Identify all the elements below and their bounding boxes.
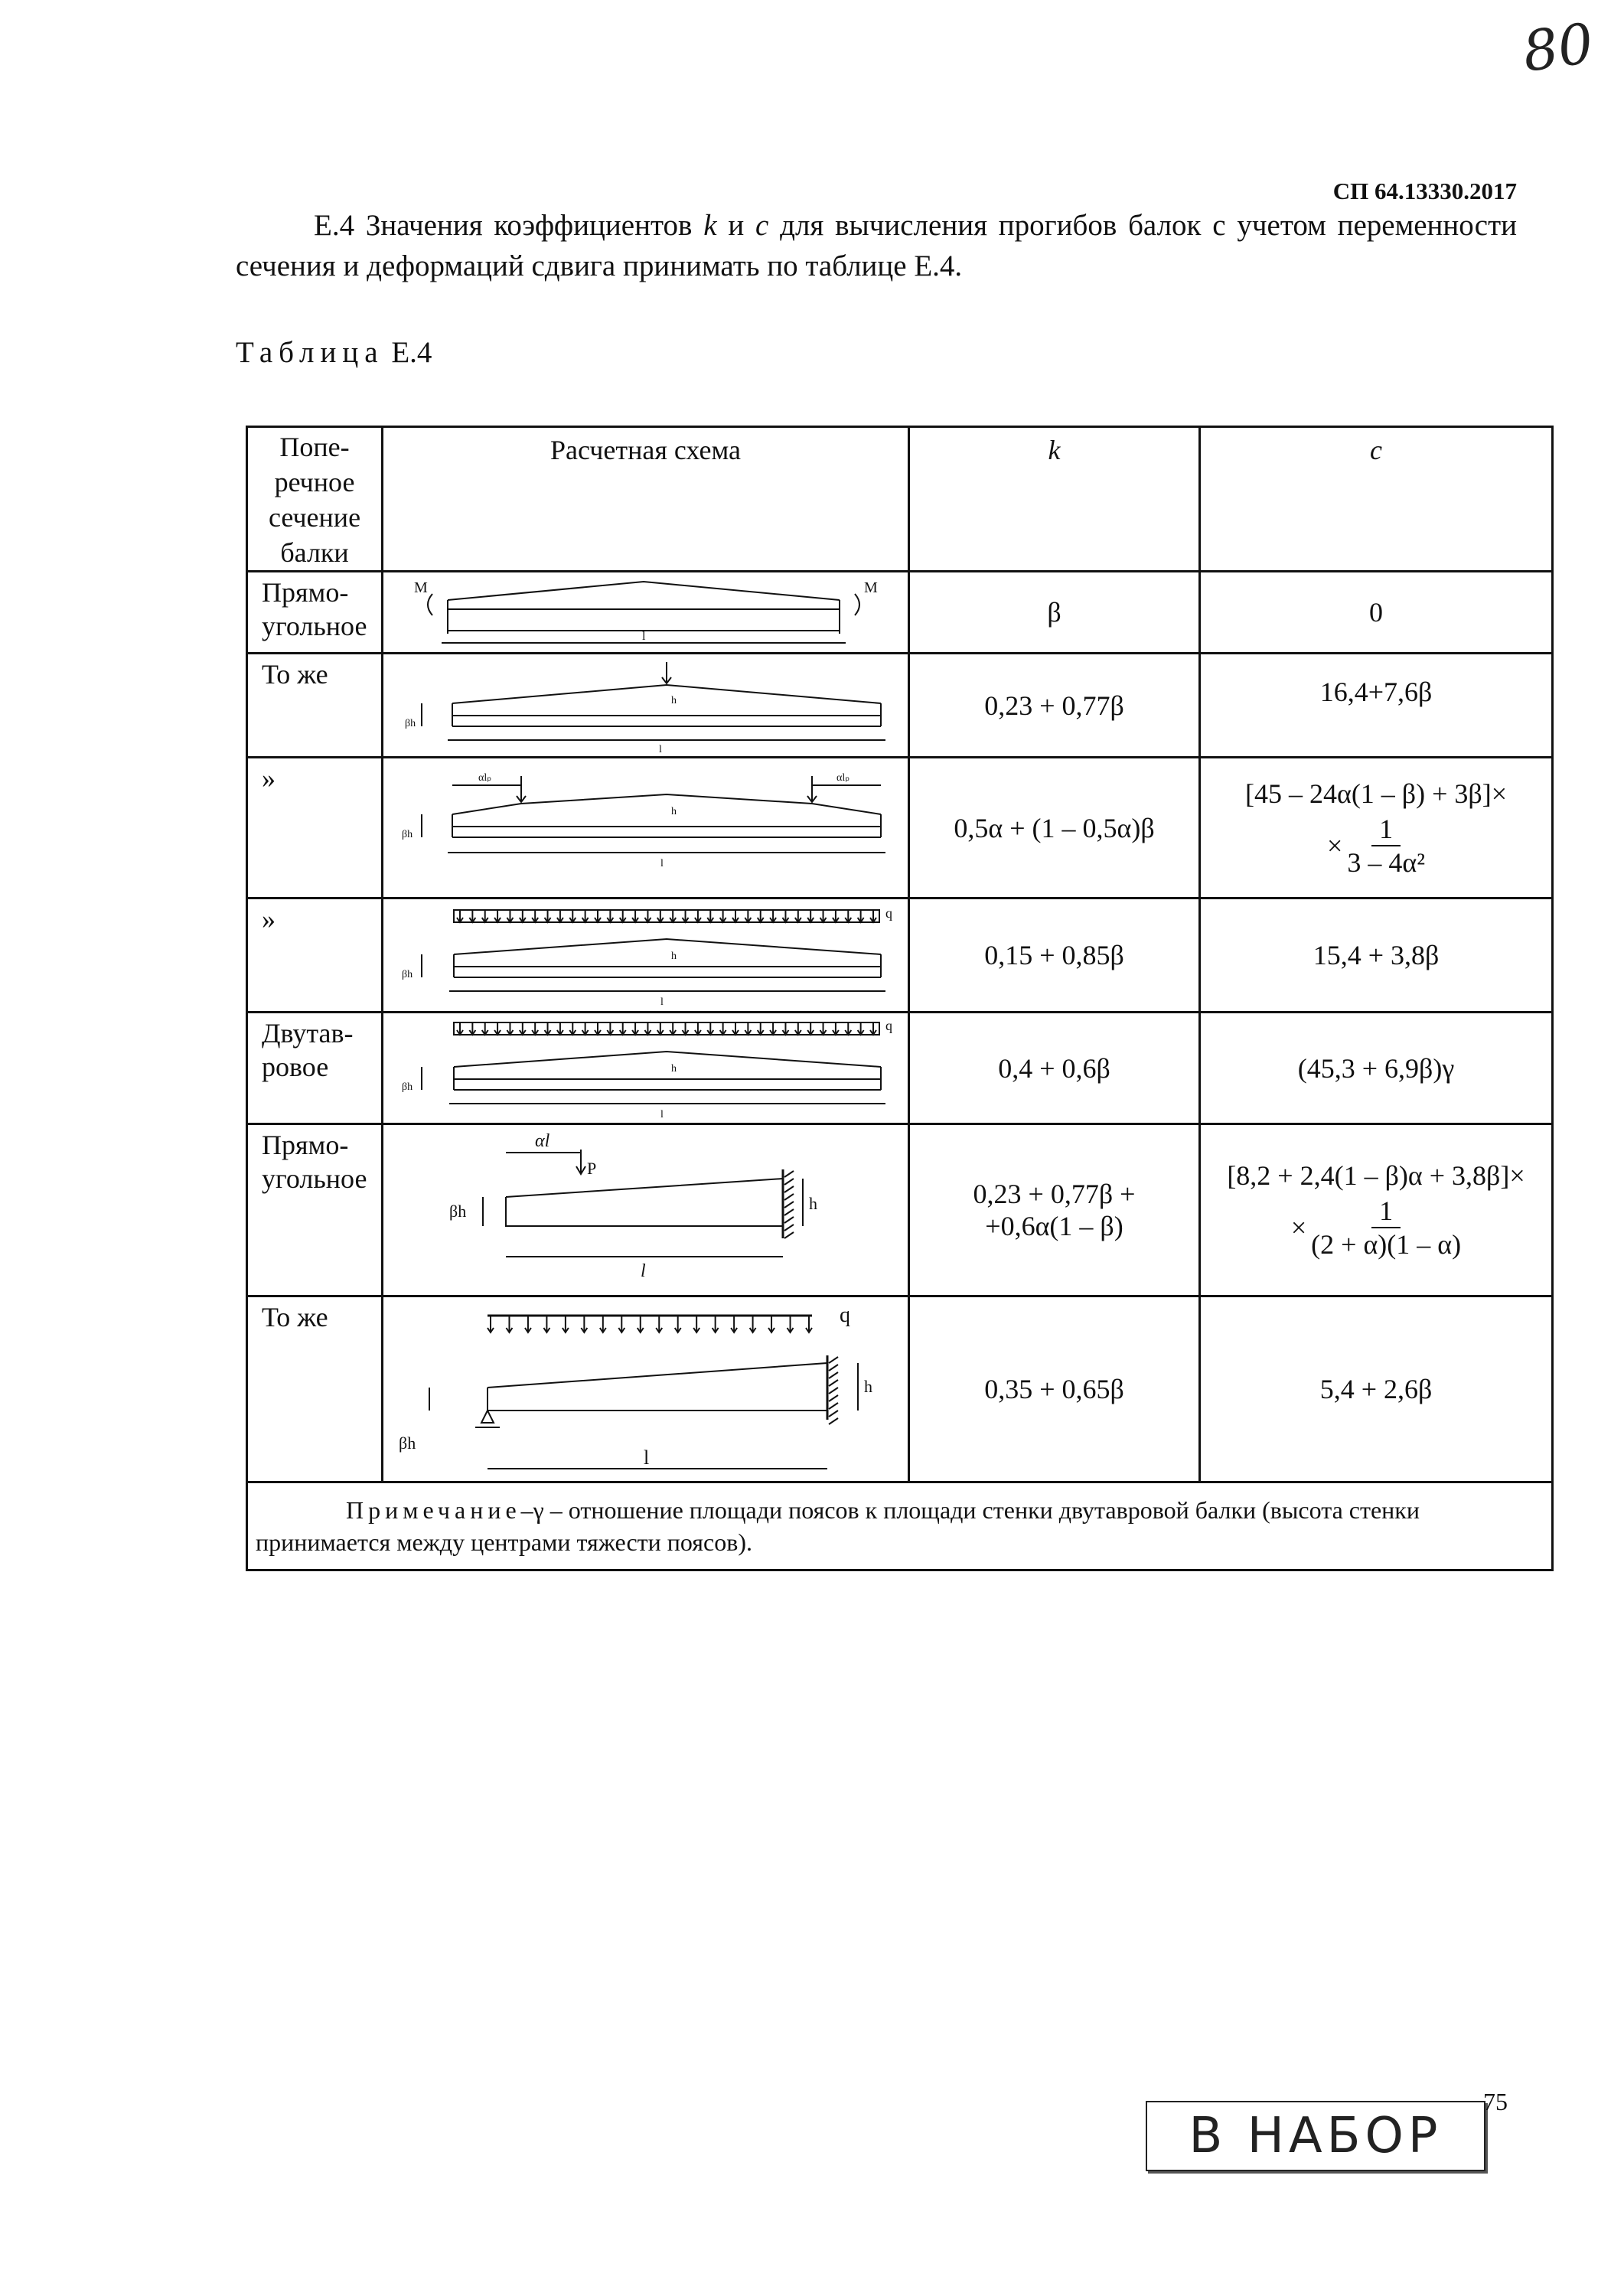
section-cell: Прямо-угольное [247,1124,383,1296]
hatch-line [784,1171,794,1177]
table-row [247,899,1553,1013]
hatch-line [829,1403,838,1409]
scheme-cell [383,1296,909,1482]
scheme-label-alp: αlₚ [478,771,492,784]
scheme-label-bh: βh [402,1081,413,1093]
scheme-cell [383,1124,909,1296]
scheme-label-l: l [660,996,664,1008]
hatch-line [829,1411,838,1417]
k-cell: 0,23 + 0,77β [909,654,1200,758]
c-cell [1200,1124,1553,1296]
wall-hatching [784,1171,794,1238]
scheme-label-al: αl [535,1131,550,1151]
scheme-cell [383,1013,909,1124]
fraction-denominator: (2 + α)(1 – α) [1311,1229,1462,1260]
hatch-line [829,1418,838,1424]
stamp: В НАБОР [1146,2101,1485,2171]
scheme-label-l: l [660,1108,664,1120]
scheme-cell [383,758,909,899]
c-cell: 15,4 + 3,8β [1200,899,1553,1013]
table-row [247,1013,1553,1124]
c-cell: 5,4 + 2,6β [1200,1296,1553,1482]
load-arrows [457,910,876,922]
table-header-row [247,427,1553,572]
k-cell: 0,4 + 0,6β [909,1013,1200,1124]
k-cell: 0,35 + 0,65β [909,1296,1200,1482]
beam-scheme-i-section [383,1015,905,1122]
scheme-label-h: h [864,1377,872,1396]
section-cell: » [247,758,383,899]
scheme-label-bh: βh [399,1433,416,1453]
fraction-denominator: 3 – 4α² [1347,846,1425,878]
hatch-line [829,1380,838,1386]
hatch-line [829,1388,838,1394]
hatch-line [829,1357,838,1363]
k-cell [909,1124,1200,1296]
hatch-line [784,1225,794,1231]
k-cell: β [909,572,1200,654]
scheme-label-h: h [671,1062,677,1075]
k-formula-line1: 0,23 + 0,77β + [973,1179,1136,1209]
header-scheme: Расчетная схема [383,427,909,572]
scheme-label-h: h [671,805,677,817]
beam-scheme-two-loads [383,761,905,895]
scheme-label-q: q [885,1017,892,1033]
beam-scheme-moments [383,574,905,651]
c-cell: (45,3 + 6,9β)γ [1200,1013,1553,1124]
section-cell: Двутав-ровое [247,1013,383,1124]
table-note-row [247,1482,1553,1570]
header-c: c [1200,427,1553,572]
c-cell: 0 [1200,572,1553,654]
scheme-label-P: P [587,1159,597,1178]
c-cell: 16,4+7,6β [1200,654,1553,758]
load-arrows [457,1022,876,1035]
k-cell: 0,5α + (1 – 0,5α)β [909,758,1200,899]
table-row [247,758,1553,899]
hatch-line [784,1186,794,1192]
fraction-numerator: 1 [1371,1195,1401,1228]
wall-hatching [829,1357,838,1424]
scheme-cell [383,899,909,1013]
section-cell: То же [247,654,383,758]
hatch-line [784,1217,794,1223]
scheme-label-M: M [864,579,878,596]
scheme-label-M: M [414,579,428,596]
c-formula-fraction [1201,813,1551,879]
times-sign: × [1290,1212,1307,1243]
header-k: k [909,427,1200,572]
hatch-line [829,1395,838,1401]
table-note: Примечание–γ – отношение площади поясов к площади стенки двутавровой балки (высота стенки принимается между центрами тяжести поясов). [247,1482,1553,1570]
cantilever-scheme-point-load [383,1127,905,1293]
scheme-label-l: l [659,743,662,755]
c-cell [1200,758,1553,899]
table-row [247,654,1553,758]
table-row [247,1296,1553,1482]
scheme-cell [383,572,909,654]
scheme-label-q: q [840,1303,850,1327]
coefficients-table [246,426,1554,1571]
document-code: СП 64.13330.2017 [1332,178,1517,204]
scheme-label-bh: βh [402,969,413,980]
cantilever-scheme-distributed [383,1299,905,1479]
handwritten-page-mark: 80 [1518,11,1598,84]
table-row [247,1124,1553,1296]
scheme-label-h: h [809,1194,817,1213]
k-cell: 0,15 + 0,85β [909,899,1200,1013]
fraction-numerator: 1 [1371,813,1401,846]
times-sign: × [1327,830,1343,861]
scheme-label-alp: αlₚ [836,771,850,784]
header-section: Попе-речное сечение балки [247,427,383,572]
scheme-label-l: l [641,1261,646,1281]
beam-scheme-distributed [383,901,905,1009]
hatch-line [829,1365,838,1371]
beam-scheme-point-load [383,656,905,755]
section-cell: Прямо-угольное [247,572,383,654]
scheme-cell [383,654,909,758]
page-number: 75 [1483,2088,1508,2115]
c-formula-line1: [8,2 + 2,4(1 – β)α + 3,8β]× [1227,1160,1525,1191]
hatch-line [784,1179,794,1185]
load-arrows [488,1316,812,1332]
hatch-line [784,1194,794,1200]
section-cell: То же [247,1296,383,1482]
scheme-label-h: h [671,694,677,706]
scheme-label-q: q [885,905,892,921]
scheme-label-bh: βh [405,717,416,729]
scheme-label-l: l [660,857,664,869]
intro-paragraph: Е.4 Значения коэффициентов k и c для вычисления прогибов балок с учетом переменности сечения и деформаций сдвига принимать по таблице Е.4. [236,209,1517,282]
k-formula-line2: +0,6α(1 – β) [985,1211,1123,1241]
table-row [247,572,1553,654]
scheme-label-bh: βh [449,1202,467,1221]
scheme-label-h: h [671,951,677,962]
hatch-line [784,1232,794,1238]
table-caption: Таблица Е.4 [236,336,432,369]
c-formula-line1: [45 – 24α(1 – β) + 3β]× [1244,778,1508,809]
scheme-label-bh: βh [402,828,413,840]
hatch-line [784,1209,794,1215]
hatch-line [784,1202,794,1208]
scheme-label-l: l [642,630,646,643]
section-cell: » [247,899,383,1013]
c-formula-fraction [1201,1195,1551,1261]
scheme-label-l: l [644,1446,650,1469]
hatch-line [829,1372,838,1378]
